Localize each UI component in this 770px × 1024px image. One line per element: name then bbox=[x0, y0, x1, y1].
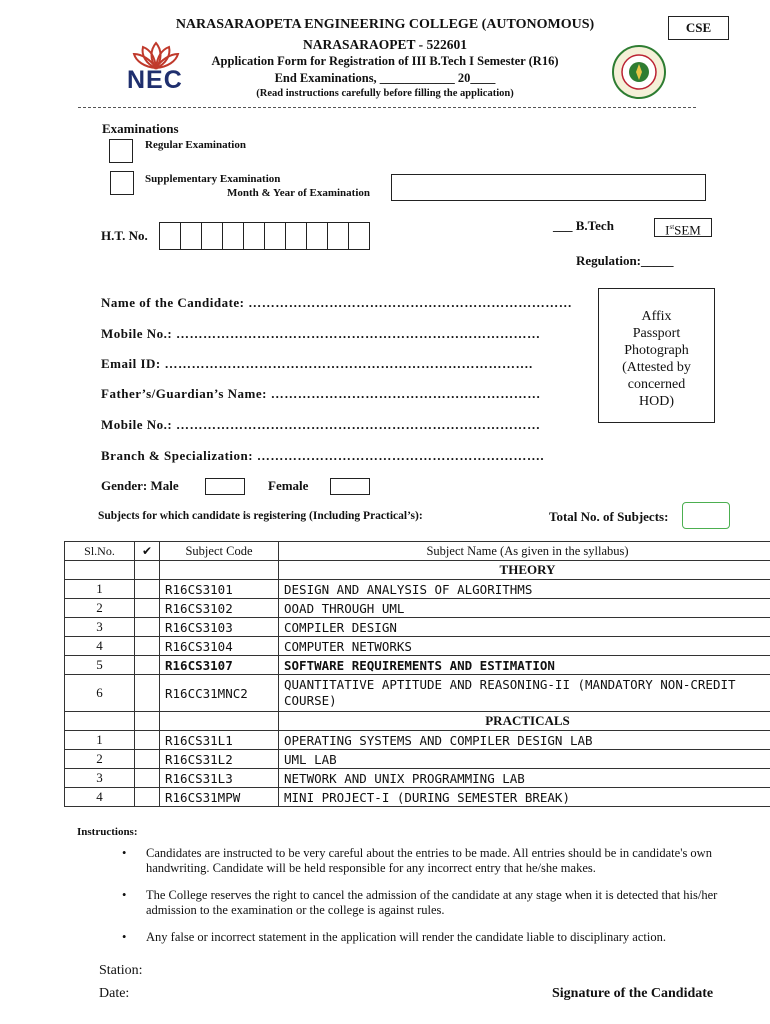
sem-prefix: I bbox=[665, 222, 670, 238]
subject-name: NETWORK AND UNIX PROGRAMMING LAB bbox=[279, 769, 770, 788]
total-subjects-input[interactable] bbox=[682, 502, 730, 529]
month-year-input[interactable] bbox=[391, 174, 706, 201]
supplementary-exam-checkbox[interactable] bbox=[110, 171, 134, 195]
ht-digit-box[interactable] bbox=[349, 222, 370, 250]
row-number: 4 bbox=[65, 788, 135, 807]
subject-name: MINI PROJECT-I (DURING SEMESTER BREAK) bbox=[279, 788, 770, 807]
table-row bbox=[65, 637, 770, 656]
subject-name: SOFTWARE REQUIREMENTS AND ESTIMATION bbox=[279, 656, 770, 675]
row-checkbox[interactable] bbox=[135, 618, 160, 637]
row-checkbox[interactable] bbox=[135, 675, 160, 712]
practicals-section-row bbox=[65, 712, 770, 731]
row-checkbox[interactable] bbox=[135, 637, 160, 656]
subject-code: R16CS31MPW bbox=[160, 788, 279, 807]
ht-digit-box[interactable] bbox=[223, 222, 244, 250]
subjects-table bbox=[64, 541, 770, 807]
row-number: 3 bbox=[65, 618, 135, 637]
sem-superscript: st bbox=[669, 223, 675, 231]
end-exams-line: End Examinations, ____________ 20____ bbox=[274, 71, 496, 85]
photo-line: (Attested by bbox=[622, 360, 691, 375]
ht-digit-box[interactable] bbox=[307, 222, 328, 250]
ht-no-label: H.T. No. bbox=[101, 228, 148, 243]
blank-cell bbox=[65, 561, 135, 580]
regulation-label: Regulation:_____ bbox=[576, 253, 674, 268]
row-number: 1 bbox=[65, 731, 135, 750]
instructions-note: (Read instructions carefully before filling the application) bbox=[256, 88, 514, 99]
row-number: 2 bbox=[65, 599, 135, 618]
photo-line: Affix bbox=[641, 309, 672, 324]
instructions-list bbox=[120, 846, 730, 957]
row-checkbox[interactable] bbox=[135, 788, 160, 807]
row-checkbox[interactable] bbox=[135, 731, 160, 750]
ht-digit-box[interactable] bbox=[181, 222, 202, 250]
logo-text: NEC bbox=[127, 66, 183, 94]
table-row bbox=[65, 618, 770, 637]
col-header-name: Subject Name (As given in the syllabus) bbox=[279, 542, 770, 561]
theory-label: THEORY bbox=[279, 561, 770, 580]
subject-code: R16CS3102 bbox=[160, 599, 279, 618]
subject-code: R16CS3104 bbox=[160, 637, 279, 656]
semester-box bbox=[654, 218, 712, 237]
ht-digit-box[interactable] bbox=[286, 222, 307, 250]
college-city: NARASARAOPET - 522601 bbox=[302, 37, 467, 52]
row-number: 6 bbox=[65, 675, 135, 712]
ht-no-boxes[interactable] bbox=[159, 222, 370, 250]
theory-section-row bbox=[65, 561, 770, 580]
examinations-heading: Examinations bbox=[102, 121, 179, 136]
subject-code: R16CC31MNC2 bbox=[160, 675, 279, 712]
station-label: Station: bbox=[99, 963, 143, 978]
btech-label: ___ B.Tech bbox=[553, 218, 614, 233]
row-checkbox[interactable] bbox=[135, 750, 160, 769]
ht-digit-box[interactable] bbox=[265, 222, 286, 250]
subjects-registering-label: Subjects for which candidate is registering (Including Practical’s): bbox=[98, 510, 423, 522]
header-divider bbox=[78, 107, 696, 108]
subject-code: R16CS31L1 bbox=[160, 731, 279, 750]
total-subjects-label: Total No. of Subjects: bbox=[549, 509, 669, 524]
row-checkbox[interactable] bbox=[135, 656, 160, 675]
subject-name: COMPUTER NETWORKS bbox=[279, 637, 770, 656]
instruction-item: • Any false or incorrect statement in the application will render the candidate liable to disciplinary action. bbox=[120, 930, 730, 945]
instruction-item: • Candidates are instructed to be very careful about the entries to be made. All entries should be in candidate's own handwriting. Candidate will be held responsible for any incorrect entry that he/she makes. bbox=[120, 846, 730, 876]
subject-name: OOAD THROUGH UML bbox=[279, 599, 770, 618]
table-row bbox=[65, 599, 770, 618]
row-checkbox[interactable] bbox=[135, 769, 160, 788]
subject-name: COMPILER DESIGN bbox=[279, 618, 770, 637]
form-title: Application Form for Registration of III B.Tech I Semester (R16) bbox=[211, 54, 559, 68]
table-header-row bbox=[65, 542, 770, 561]
signature-label: Signature of the Candidate bbox=[552, 986, 714, 1001]
guardian-mobile-field[interactable]: Mobile No.: ……………………………………………………………………… bbox=[101, 417, 541, 432]
subject-code: R16CS31L3 bbox=[160, 769, 279, 788]
subject-code: R16CS3107 bbox=[160, 656, 279, 675]
subject-name: UML LAB bbox=[279, 750, 770, 769]
photo-line: concerned bbox=[627, 377, 686, 392]
subject-name: QUANTITATIVE APTITUDE AND REASONING-II (MANDATORY NON-CREDIT COURSE) bbox=[279, 675, 770, 712]
sem-label: SEM bbox=[674, 222, 701, 238]
subject-code: R16CS3103 bbox=[160, 618, 279, 637]
dept-badge: CSE bbox=[668, 16, 729, 40]
table-row bbox=[65, 675, 770, 712]
mobile-field[interactable]: Mobile No.: ……………………………………………………………………… bbox=[101, 326, 541, 341]
supplementary-exam-label: Supplementary Examination bbox=[145, 173, 281, 185]
photo-line: Passport bbox=[632, 326, 681, 341]
photo-line: HOD) bbox=[639, 394, 674, 409]
date-label: Date: bbox=[99, 986, 130, 1001]
col-header-check: ✔ bbox=[135, 542, 160, 561]
col-header-slno: Sl.No. bbox=[65, 542, 135, 561]
col-header-code: Subject Code bbox=[160, 542, 279, 561]
row-number: 1 bbox=[65, 580, 135, 599]
table-row bbox=[65, 769, 770, 788]
row-checkbox[interactable] bbox=[135, 599, 160, 618]
ht-digit-box[interactable] bbox=[159, 222, 181, 250]
ht-digit-box[interactable] bbox=[328, 222, 349, 250]
blank-cell bbox=[65, 712, 135, 731]
photo-line: Photograph bbox=[624, 343, 689, 358]
practicals-label: PRACTICALS bbox=[279, 712, 770, 731]
candidate-name-field[interactable]: Name of the Candidate: ……………………………………………………………… bbox=[101, 295, 573, 310]
email-field[interactable]: Email ID: ………………………………………………………………………. bbox=[101, 356, 533, 371]
seal-icon bbox=[611, 44, 667, 100]
row-number: 2 bbox=[65, 750, 135, 769]
college-seal bbox=[611, 44, 667, 100]
gender-label: Gender: Male bbox=[101, 478, 179, 493]
nec-logo bbox=[124, 40, 188, 94]
table-row bbox=[65, 580, 770, 599]
photo-box bbox=[598, 288, 715, 423]
subject-code: R16CS3101 bbox=[160, 580, 279, 599]
row-number: 5 bbox=[65, 656, 135, 675]
regular-exam-checkbox[interactable] bbox=[109, 139, 133, 163]
blank-cell bbox=[160, 712, 279, 731]
guardian-name-field[interactable]: Father’s/Guardian’s Name: …………………………………………………… bbox=[101, 386, 541, 401]
blank-cell bbox=[160, 561, 279, 580]
ht-digit-box[interactable] bbox=[202, 222, 223, 250]
row-number: 3 bbox=[65, 769, 135, 788]
subject-name: DESIGN AND ANALYSIS OF ALGORITHMS bbox=[279, 580, 770, 599]
college-name: NARASARAOPETA ENGINEERING COLLEGE (AUTONOMOUS) bbox=[175, 17, 595, 32]
ht-digit-box[interactable] bbox=[244, 222, 265, 250]
month-year-label: Month & Year of Examination bbox=[227, 187, 370, 199]
blank-cell bbox=[135, 561, 160, 580]
table-row bbox=[65, 750, 770, 769]
table-row bbox=[65, 656, 770, 675]
branch-field[interactable]: Branch & Specialization: ………………………………………………………. bbox=[101, 448, 545, 463]
subject-name: OPERATING SYSTEMS AND COMPILER DESIGN LAB bbox=[279, 731, 770, 750]
blank-cell bbox=[135, 712, 160, 731]
row-number: 4 bbox=[65, 637, 135, 656]
regular-exam-label: Regular Examination bbox=[145, 139, 246, 151]
subject-code: R16CS31L2 bbox=[160, 750, 279, 769]
row-checkbox[interactable] bbox=[135, 580, 160, 599]
female-checkbox[interactable] bbox=[330, 478, 370, 495]
instruction-item: • The College reserves the right to cancel the admission of the candidate at any stage when it is detected that his/her admission to the examination or the college is against rules. bbox=[120, 888, 730, 918]
female-label: Female bbox=[268, 478, 309, 493]
table-row bbox=[65, 731, 770, 750]
instructions-heading: Instructions: bbox=[77, 826, 138, 838]
table-row bbox=[65, 788, 770, 807]
male-checkbox[interactable] bbox=[205, 478, 245, 495]
